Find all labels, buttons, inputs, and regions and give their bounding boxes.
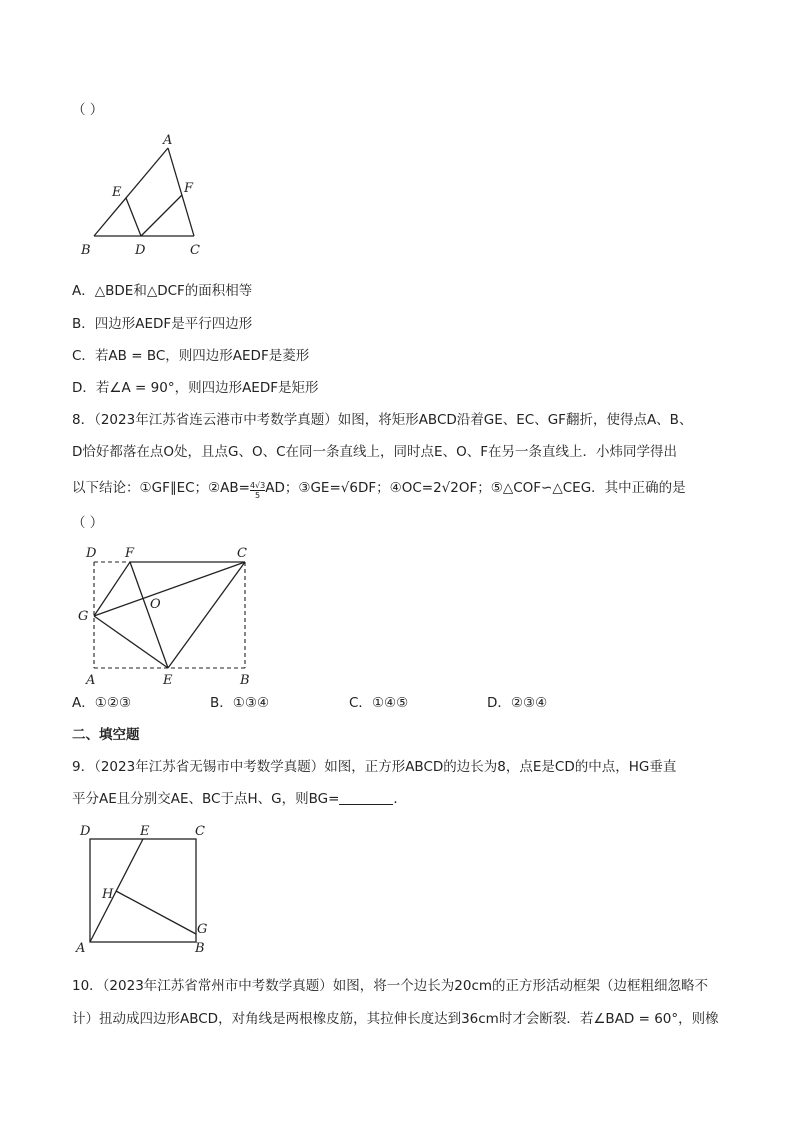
q8-label-b: B [240,673,250,688]
q9-segment-ae [90,839,143,942]
q9-stem-line1: 9．（2023年江苏省无锡市中考数学真题）如图，正方形ABCD的边长为8，点E是CD的中点，HG垂直 [72,759,677,775]
q9-label-h: H [102,887,114,902]
q9-label-e: E [140,824,150,839]
q8-segment-ec [168,562,245,668]
q7-label-c: C [190,243,200,258]
q8-option-b: B．①③④ [210,695,270,711]
q9-label-a: A [76,941,86,956]
q9-answer-blank[interactable] [339,790,393,805]
q9-stem-line2: 平分AE且分别交AE、BC于点H、G，则BG= ． [72,791,407,807]
q9-label-g: G [197,922,208,937]
q7-paren: （ ） [72,102,104,118]
q8-label-e: E [163,673,173,688]
q8-label-f: F [125,546,135,561]
q8-stem-line1: 8．（2023年江苏省连云港市中考数学真题）如图，将矩形ABCD沿着GE、EC、GF翻折，使得点A、B、 [72,412,693,428]
q7-label-d: D [135,243,146,258]
q8-option-c: C．①④⑤ [349,695,409,711]
q8-option-a: A．①②③ [72,695,132,711]
q7-side-ab [94,148,168,236]
q10-stem-line2: 计）扭动成四边形ABCD，对角线是两根橡皮筋，其拉伸长度达到36cm时才会断裂．若∠BAD = 60°，则橡 [72,1011,719,1027]
q7-label-e: E [112,185,122,200]
q8-option-d: D．②③④ [487,695,548,711]
q8-label-c: C [237,546,247,561]
q8-paren: （ ） [72,515,104,531]
q9-label-c: C [195,824,205,839]
q8-stem-line2: D恰好都落在点O处，且点G、O、C在同一条直线上，同时点E、O、F在另一条直线上．小炜同学得出 [72,444,677,460]
q9-segment-hg [116,891,196,934]
q9-label-b: B [195,941,205,956]
q8-label-d: D [86,546,97,561]
q7-label-f: F [184,181,194,196]
q8-label-o: O [150,597,161,612]
q7-label-b: B [81,243,91,258]
q7-option-b: B．四边形AEDF是平行四边形 [72,316,253,332]
q8-segment-gf [94,562,130,616]
q7-option-a: A．△BDE和△DCF的面积相等 [72,283,253,299]
q7-segment-df [141,195,182,236]
q8-fraction: $\frac{4√3}{5}$ [249,481,266,500]
q8-segment-gc [94,562,245,616]
q8-figure [72,540,272,690]
q8-label-g: G [78,609,89,624]
q8-segment-ge [94,616,168,668]
q9-label-d: D [80,824,91,839]
q8-label-a: A [86,673,96,688]
q8-segment-fe [130,562,168,668]
q9-figure [72,818,222,958]
q7-figure [72,130,222,265]
section-heading-fill-in: 二、填空题 [72,727,140,743]
q8-stem-line3: 以下结论：①GF∥EC；②AB= $\frac{4√3}{5}$ AD；③GE=√6DF；④OC=2√2OF；⑤△COF∽△CEG．其中正确的是 [72,480,686,500]
q7-option-c: C．若AB = BC，则四边形AEDF是菱形 [72,348,310,364]
q7-label-a: A [163,133,173,148]
q7-option-d: D．若∠A = 90°，则四边形AEDF是矩形 [72,380,319,396]
q10-stem-line1: 10．（2023年江苏省常州市中考数学真题）如图，将一个边长为20cm的正方形活动框架（边框粗细忽略不 [72,978,709,994]
q7-segment-ed [126,198,141,236]
